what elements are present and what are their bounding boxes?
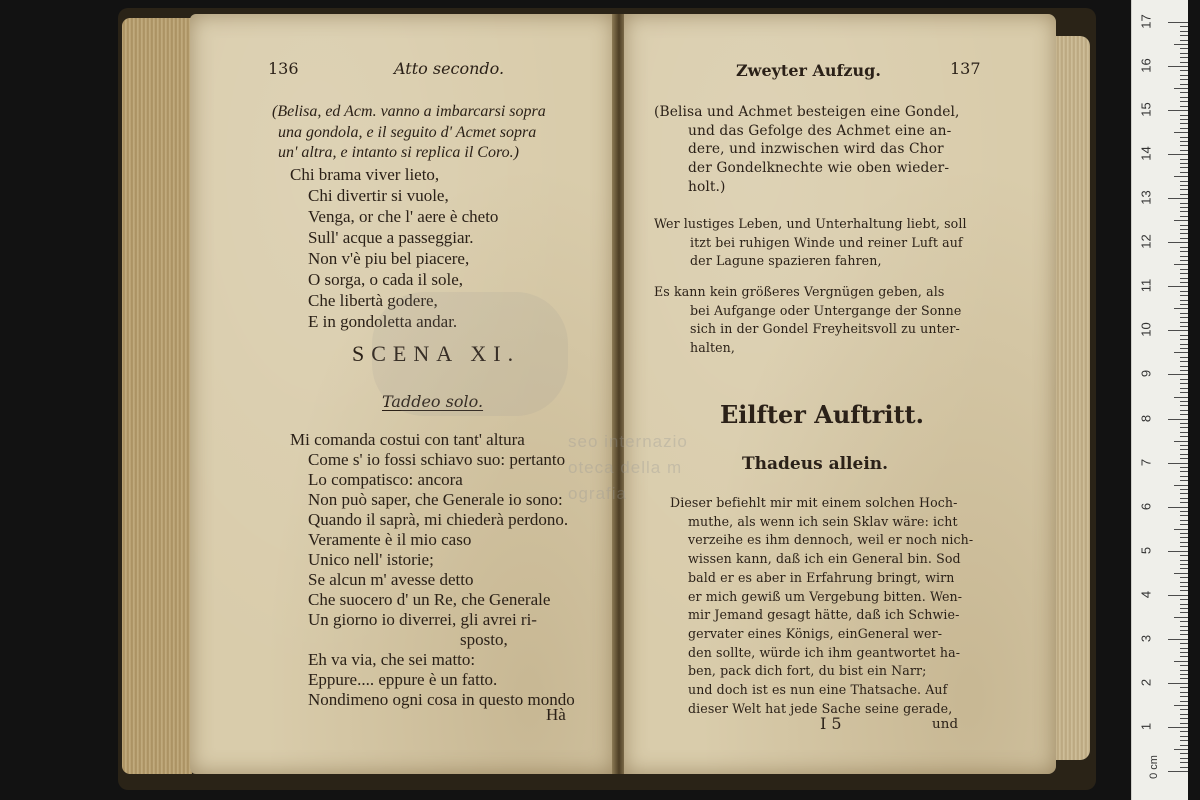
ruler-tick	[1180, 427, 1188, 428]
ruler-tick	[1180, 269, 1188, 270]
ruler-tick	[1174, 176, 1188, 177]
ruler-tick	[1174, 661, 1188, 662]
ruler-tick	[1180, 511, 1188, 512]
ruler-tick	[1180, 40, 1188, 41]
ruler-number: 13	[1138, 190, 1154, 205]
ruler-tick	[1180, 75, 1188, 76]
ruler-tick	[1180, 339, 1188, 340]
ruler-number: 5	[1138, 546, 1154, 554]
stage-line: una gondola, e il seguito d' Acmet sopra	[278, 123, 537, 141]
text-line: dieser Welt hat jede Sache seine gerade,	[688, 700, 953, 716]
text-line: bald er es aber in Erfahrung bringt, wirn	[688, 569, 955, 585]
ruler-tick	[1180, 410, 1188, 411]
ruler-number: 14	[1138, 146, 1154, 161]
ruler-tick	[1180, 542, 1188, 543]
ruler-tick	[1180, 674, 1188, 675]
ruler-tick	[1180, 181, 1188, 182]
ruler-tick	[1174, 220, 1188, 221]
ruler-tick	[1180, 48, 1188, 49]
ruler-tick	[1180, 476, 1188, 477]
ruler-tick	[1174, 441, 1188, 442]
ruler-tick	[1180, 106, 1188, 107]
stage-line: (Belisa, ed Acm. vanno a imbarcarsi sopra	[272, 103, 546, 120]
text-line: Wer lustiges Leben, und Unterhaltung liebt, soll	[654, 216, 967, 231]
ruler-tick	[1180, 207, 1188, 208]
ruler-tick	[1180, 238, 1188, 239]
ruler-number: 16	[1138, 58, 1154, 73]
right-catchword: und	[932, 717, 959, 732]
ruler-tick	[1180, 701, 1188, 702]
text-line: bei Aufgange oder Untergange der Sonne	[690, 302, 962, 318]
verse-line: Che suocero d' un Re, che Generale	[308, 590, 551, 609]
ruler-number: 2	[1138, 678, 1154, 686]
scene-subtitle: Taddeo solo.	[382, 392, 484, 411]
text-line: er mich gewiß um Vergebung bitten. Wen-	[688, 588, 963, 604]
stage-line: (Belisa und Achmet besteigen eine Gondel,	[654, 104, 960, 120]
ruler-tick	[1180, 564, 1188, 565]
ruler-tick	[1180, 295, 1188, 296]
ruler-number: 7	[1138, 458, 1154, 466]
ruler-tick	[1174, 705, 1188, 706]
ruler-tick	[1180, 432, 1188, 433]
ruler-tick	[1180, 767, 1188, 768]
verse-line: E in gondoletta andar.	[308, 312, 458, 331]
ruler-tick	[1180, 696, 1188, 697]
ruler-tick	[1180, 533, 1188, 534]
ruler-tick	[1180, 643, 1188, 644]
right-page-edges	[1056, 36, 1090, 760]
ruler-tick	[1180, 714, 1188, 715]
ruler-tick	[1180, 709, 1188, 710]
left-stage-direction	[272, 102, 546, 164]
monologue	[290, 430, 575, 710]
ruler-tick	[1180, 665, 1188, 666]
watermark-text: ografia	[568, 484, 627, 503]
verse-line: Eppure.... eppure è un fatto.	[308, 670, 498, 689]
verse-line: Venga, or che l' aere è cheto	[308, 207, 499, 226]
verse-line: Non può saper, che Generale io sono:	[308, 490, 563, 509]
ruler-tick	[1180, 612, 1188, 613]
ruler-tick	[1174, 573, 1188, 574]
ruler-tick	[1180, 414, 1188, 415]
ruler-tick	[1180, 590, 1188, 591]
verse-line: Mi comanda costui con tant' altura	[290, 430, 525, 449]
ruler-tick	[1168, 639, 1188, 640]
ruler-tick	[1180, 304, 1188, 305]
ruler-tick	[1180, 723, 1188, 724]
ruler-tick	[1180, 648, 1188, 649]
ruler-tick	[1174, 308, 1188, 309]
ruler-tick	[1180, 163, 1188, 164]
text-line: ben, pack dich fort, du bist ein Narr;	[688, 663, 927, 679]
stage-line: holt.)	[688, 178, 726, 195]
verse-line: Lo compatisco: ancora	[308, 470, 463, 489]
verse-line: Quando il saprà, mi chiederà perdono.	[308, 510, 569, 529]
ruler-tick	[1180, 449, 1188, 450]
ruler-tick	[1180, 560, 1188, 561]
ruler-number: 11	[1138, 279, 1154, 293]
chorus-translation-1	[654, 215, 967, 271]
ruler-tick	[1180, 70, 1188, 71]
text-line: gervater eines Königs, einGeneral wer-	[688, 625, 943, 641]
verse-line: Come s' io fossi schiavo suo: pertanto	[308, 450, 566, 469]
ruler-tick	[1168, 507, 1188, 508]
ruler-tick	[1180, 489, 1188, 490]
ruler-tick	[1180, 300, 1188, 301]
ruler-tick	[1180, 692, 1188, 693]
text-line: Es kann kein größeres Vergnügen geben, als	[654, 284, 945, 299]
ruler-tick	[1180, 401, 1188, 402]
watermark-text: seo internazio	[568, 432, 688, 451]
ruler-tick	[1180, 216, 1188, 217]
ruler-tick	[1180, 515, 1188, 516]
ruler-tick	[1180, 317, 1188, 318]
verse-line: Unico nell' istorie;	[308, 550, 434, 569]
ruler-tick	[1180, 167, 1188, 168]
ruler-tick	[1174, 749, 1188, 750]
ruler-tick	[1180, 493, 1188, 494]
ruler-tick	[1180, 225, 1188, 226]
ruler-tick	[1180, 194, 1188, 195]
watermark-text: oteca della m	[568, 458, 683, 477]
ruler-tick	[1180, 392, 1188, 393]
verse-line: Se alcun m' avesse detto	[308, 570, 474, 589]
ruler-tick	[1180, 762, 1188, 763]
chorus-translation-2	[654, 283, 961, 358]
ruler-tick	[1180, 172, 1188, 173]
ruler-tick	[1180, 313, 1188, 314]
verse-line: sposto,	[460, 630, 508, 649]
scene-title: SCENA XI.	[352, 341, 521, 366]
ruler-number: 4	[1138, 590, 1154, 598]
ruler-tick	[1180, 344, 1188, 345]
german-monologue	[670, 494, 973, 718]
ruler-tick	[1180, 62, 1188, 63]
ruler-tick	[1180, 282, 1188, 283]
text-line: halten,	[690, 340, 735, 356]
ruler-tick	[1168, 463, 1188, 464]
ruler-tick	[1168, 330, 1188, 331]
ruler-number: 9	[1138, 370, 1154, 378]
ruler-tick	[1180, 423, 1188, 424]
ruler-tick	[1180, 458, 1188, 459]
ruler-tick	[1174, 132, 1188, 133]
text-line: Dieser befiehlt mir mit einem solchen Hoch-	[670, 495, 958, 510]
left-page-number: 136	[268, 59, 299, 78]
ruler-tick	[1180, 546, 1188, 547]
verse-line: Chi divertir si vuole,	[308, 186, 449, 205]
signature-mark: I 5	[820, 714, 842, 733]
ruler-tick	[1180, 753, 1188, 754]
ruler-tick	[1180, 119, 1188, 120]
ruler-tick	[1180, 568, 1188, 569]
ruler-tick	[1180, 150, 1188, 151]
verse-line: O sorga, o cada il sole,	[308, 270, 464, 289]
text-line: itzt bei ruhigen Winde und reiner Luft auf	[690, 234, 963, 250]
ruler-tick	[1180, 335, 1188, 336]
stage-line: und das Gefolge des Achmet eine an-	[688, 122, 952, 139]
ruler-tick	[1180, 326, 1188, 327]
ruler-tick	[1180, 357, 1188, 358]
text-line: und doch ist es nun eine Thatsache. Auf	[688, 682, 948, 698]
stage-line: un' altra, e intanto si replica il Coro.)	[278, 144, 519, 161]
verse-line: Veramente è il mio caso	[308, 530, 472, 549]
ruler-tick	[1180, 251, 1188, 252]
ruler-tick	[1180, 445, 1188, 446]
ruler-tick	[1180, 436, 1188, 437]
ruler-number: 10	[1138, 322, 1154, 338]
ruler-tick	[1180, 467, 1188, 468]
ruler-number: 17	[1138, 14, 1154, 29]
text-line: den sollte, würde ich ihm geantwortet ha-	[688, 644, 961, 660]
ruler-tick	[1180, 260, 1188, 261]
verse-line: Non v'è piu bel piacere,	[308, 249, 470, 268]
ruler-unit-label: 0 cm	[1148, 755, 1160, 779]
measuring-ruler	[1131, 0, 1188, 800]
stage-line: der Gondelknechte wie oben wieder-	[688, 160, 950, 177]
ruler-tick	[1168, 595, 1188, 596]
ruler-tick	[1180, 189, 1188, 190]
ruler-tick	[1180, 731, 1188, 732]
left-page-edges	[122, 18, 192, 774]
ruler-tick	[1174, 397, 1188, 398]
ruler-tick	[1168, 374, 1188, 375]
ruler-tick	[1180, 537, 1188, 538]
ruler-tick	[1180, 185, 1188, 186]
ruler-tick	[1180, 586, 1188, 587]
ruler-tick	[1180, 273, 1188, 274]
text-line: muthe, als wenn ich sein Sklav wäre: icht	[688, 513, 958, 529]
ruler-tick	[1168, 771, 1188, 772]
ruler-tick	[1180, 524, 1188, 525]
ruler-tick	[1180, 582, 1188, 583]
ruler-tick	[1180, 115, 1188, 116]
text-line: sich in der Gondel Freyheitsvoll zu unter-	[690, 321, 960, 337]
ruler-tick	[1180, 577, 1188, 578]
ruler-tick	[1180, 555, 1188, 556]
verse-line: Un giorno io diverrei, gli avrei ri-	[308, 610, 537, 629]
left-running-head: Atto secondo.	[394, 59, 505, 78]
right-stage-direction	[654, 103, 960, 197]
ruler-tick	[1180, 405, 1188, 406]
text-line: wissen kann, daß ich ein General bin. Sod	[688, 551, 961, 567]
ruler-tick	[1168, 22, 1188, 23]
text-line: mir Jemand gesagt hätte, daß ich Schwie-	[688, 607, 960, 623]
ruler-tick	[1180, 141, 1188, 142]
right-page-number: 137	[950, 59, 981, 78]
ruler-tick	[1168, 242, 1188, 243]
ruler-tick	[1180, 652, 1188, 653]
ruler-tick	[1180, 634, 1188, 635]
ruler-tick	[1180, 471, 1188, 472]
ruler-tick	[1180, 159, 1188, 160]
ruler-tick	[1180, 26, 1188, 27]
ruler-tick	[1180, 101, 1188, 102]
ruler-number: 3	[1138, 634, 1154, 642]
text-line: der Lagune spazieren fahren,	[690, 253, 882, 269]
ruler-tick	[1180, 498, 1188, 499]
ruler-tick	[1168, 419, 1188, 420]
ruler-tick	[1180, 678, 1188, 679]
ruler-tick	[1180, 520, 1188, 521]
left-catchword: Hà	[546, 705, 566, 724]
ruler-tick	[1180, 480, 1188, 481]
ruler-tick	[1180, 233, 1188, 234]
watermark-logo	[372, 292, 568, 416]
ruler-tick	[1180, 366, 1188, 367]
ruler-tick	[1180, 670, 1188, 671]
ruler-tick	[1180, 383, 1188, 384]
ruler-tick	[1180, 79, 1188, 80]
ruler-tick	[1180, 128, 1188, 129]
ruler-tick	[1168, 286, 1188, 287]
ruler-tick	[1180, 137, 1188, 138]
right-running-head: Zweyter Aufzug.	[736, 61, 881, 80]
ruler-tick	[1174, 352, 1188, 353]
ruler-tick	[1180, 229, 1188, 230]
ruler-tick	[1180, 203, 1188, 204]
ruler-tick	[1180, 92, 1188, 93]
ruler-number: 12	[1138, 234, 1154, 250]
verse-line: Che libertà godere,	[308, 291, 438, 310]
ruler-tick	[1180, 604, 1188, 605]
ruler-tick	[1180, 656, 1188, 657]
ruler-tick	[1180, 256, 1188, 257]
ruler-tick	[1180, 608, 1188, 609]
ruler-tick	[1180, 758, 1188, 759]
ruler-tick	[1180, 361, 1188, 362]
ruler-tick	[1174, 264, 1188, 265]
ruler-tick	[1180, 291, 1188, 292]
ruler-tick	[1180, 247, 1188, 248]
ruler-tick	[1180, 322, 1188, 323]
ruler-tick	[1180, 454, 1188, 455]
verse-line: Sull' acque a passeggiar.	[308, 228, 474, 247]
ruler-tick	[1180, 740, 1188, 741]
ruler-tick	[1180, 687, 1188, 688]
ruler-tick	[1180, 348, 1188, 349]
ruler-tick	[1180, 502, 1188, 503]
ruler-tick	[1180, 621, 1188, 622]
ruler-tick	[1174, 88, 1188, 89]
scene-subtitle-german: Thadeus allein.	[742, 454, 889, 474]
ruler-tick	[1168, 66, 1188, 67]
ruler-tick	[1174, 485, 1188, 486]
ruler-tick	[1180, 718, 1188, 719]
ruler-tick	[1174, 617, 1188, 618]
ruler-tick	[1168, 198, 1188, 199]
verse-line: Eh va via, che sei matto:	[308, 650, 476, 669]
ruler-tick	[1180, 626, 1188, 627]
text-line: verzeihe es ihm dennoch, weil er noch nich-	[688, 532, 974, 548]
ruler-number: 15	[1138, 102, 1154, 117]
ruler-tick	[1174, 529, 1188, 530]
ruler-number: 6	[1138, 502, 1154, 510]
ruler-tick	[1168, 154, 1188, 155]
ruler-tick	[1180, 145, 1188, 146]
verse-line: Nondimeno ogni cosa in questo mondo	[308, 690, 575, 709]
ruler-tick	[1180, 211, 1188, 212]
right-page	[624, 14, 1056, 774]
ruler-tick	[1180, 370, 1188, 371]
ruler-number: 1	[1138, 722, 1154, 731]
ruler-tick	[1174, 44, 1188, 45]
ruler-tick	[1168, 551, 1188, 552]
ruler-tick	[1180, 388, 1188, 389]
ruler-tick	[1168, 727, 1188, 728]
ruler-tick	[1180, 736, 1188, 737]
ruler-tick	[1180, 278, 1188, 279]
ruler-tick	[1180, 31, 1188, 32]
ruler-tick	[1180, 745, 1188, 746]
ruler-tick	[1180, 84, 1188, 85]
ruler-tick	[1168, 110, 1188, 111]
ruler-tick	[1180, 97, 1188, 98]
ruler-tick	[1180, 123, 1188, 124]
ruler-tick	[1180, 35, 1188, 36]
ruler-tick	[1180, 630, 1188, 631]
ruler-tick	[1180, 57, 1188, 58]
verse-line: Chi brama viver lieto,	[290, 165, 440, 184]
ruler-number: 8	[1138, 414, 1154, 422]
ruler-tick	[1180, 379, 1188, 380]
ruler-tick	[1180, 599, 1188, 600]
ruler-tick	[1180, 53, 1188, 54]
ruler-tick	[1168, 683, 1188, 684]
scene-title-german: Eilfter Auftritt.	[720, 400, 924, 429]
stage-line: dere, und inzwischen wird das Chor	[688, 141, 944, 158]
